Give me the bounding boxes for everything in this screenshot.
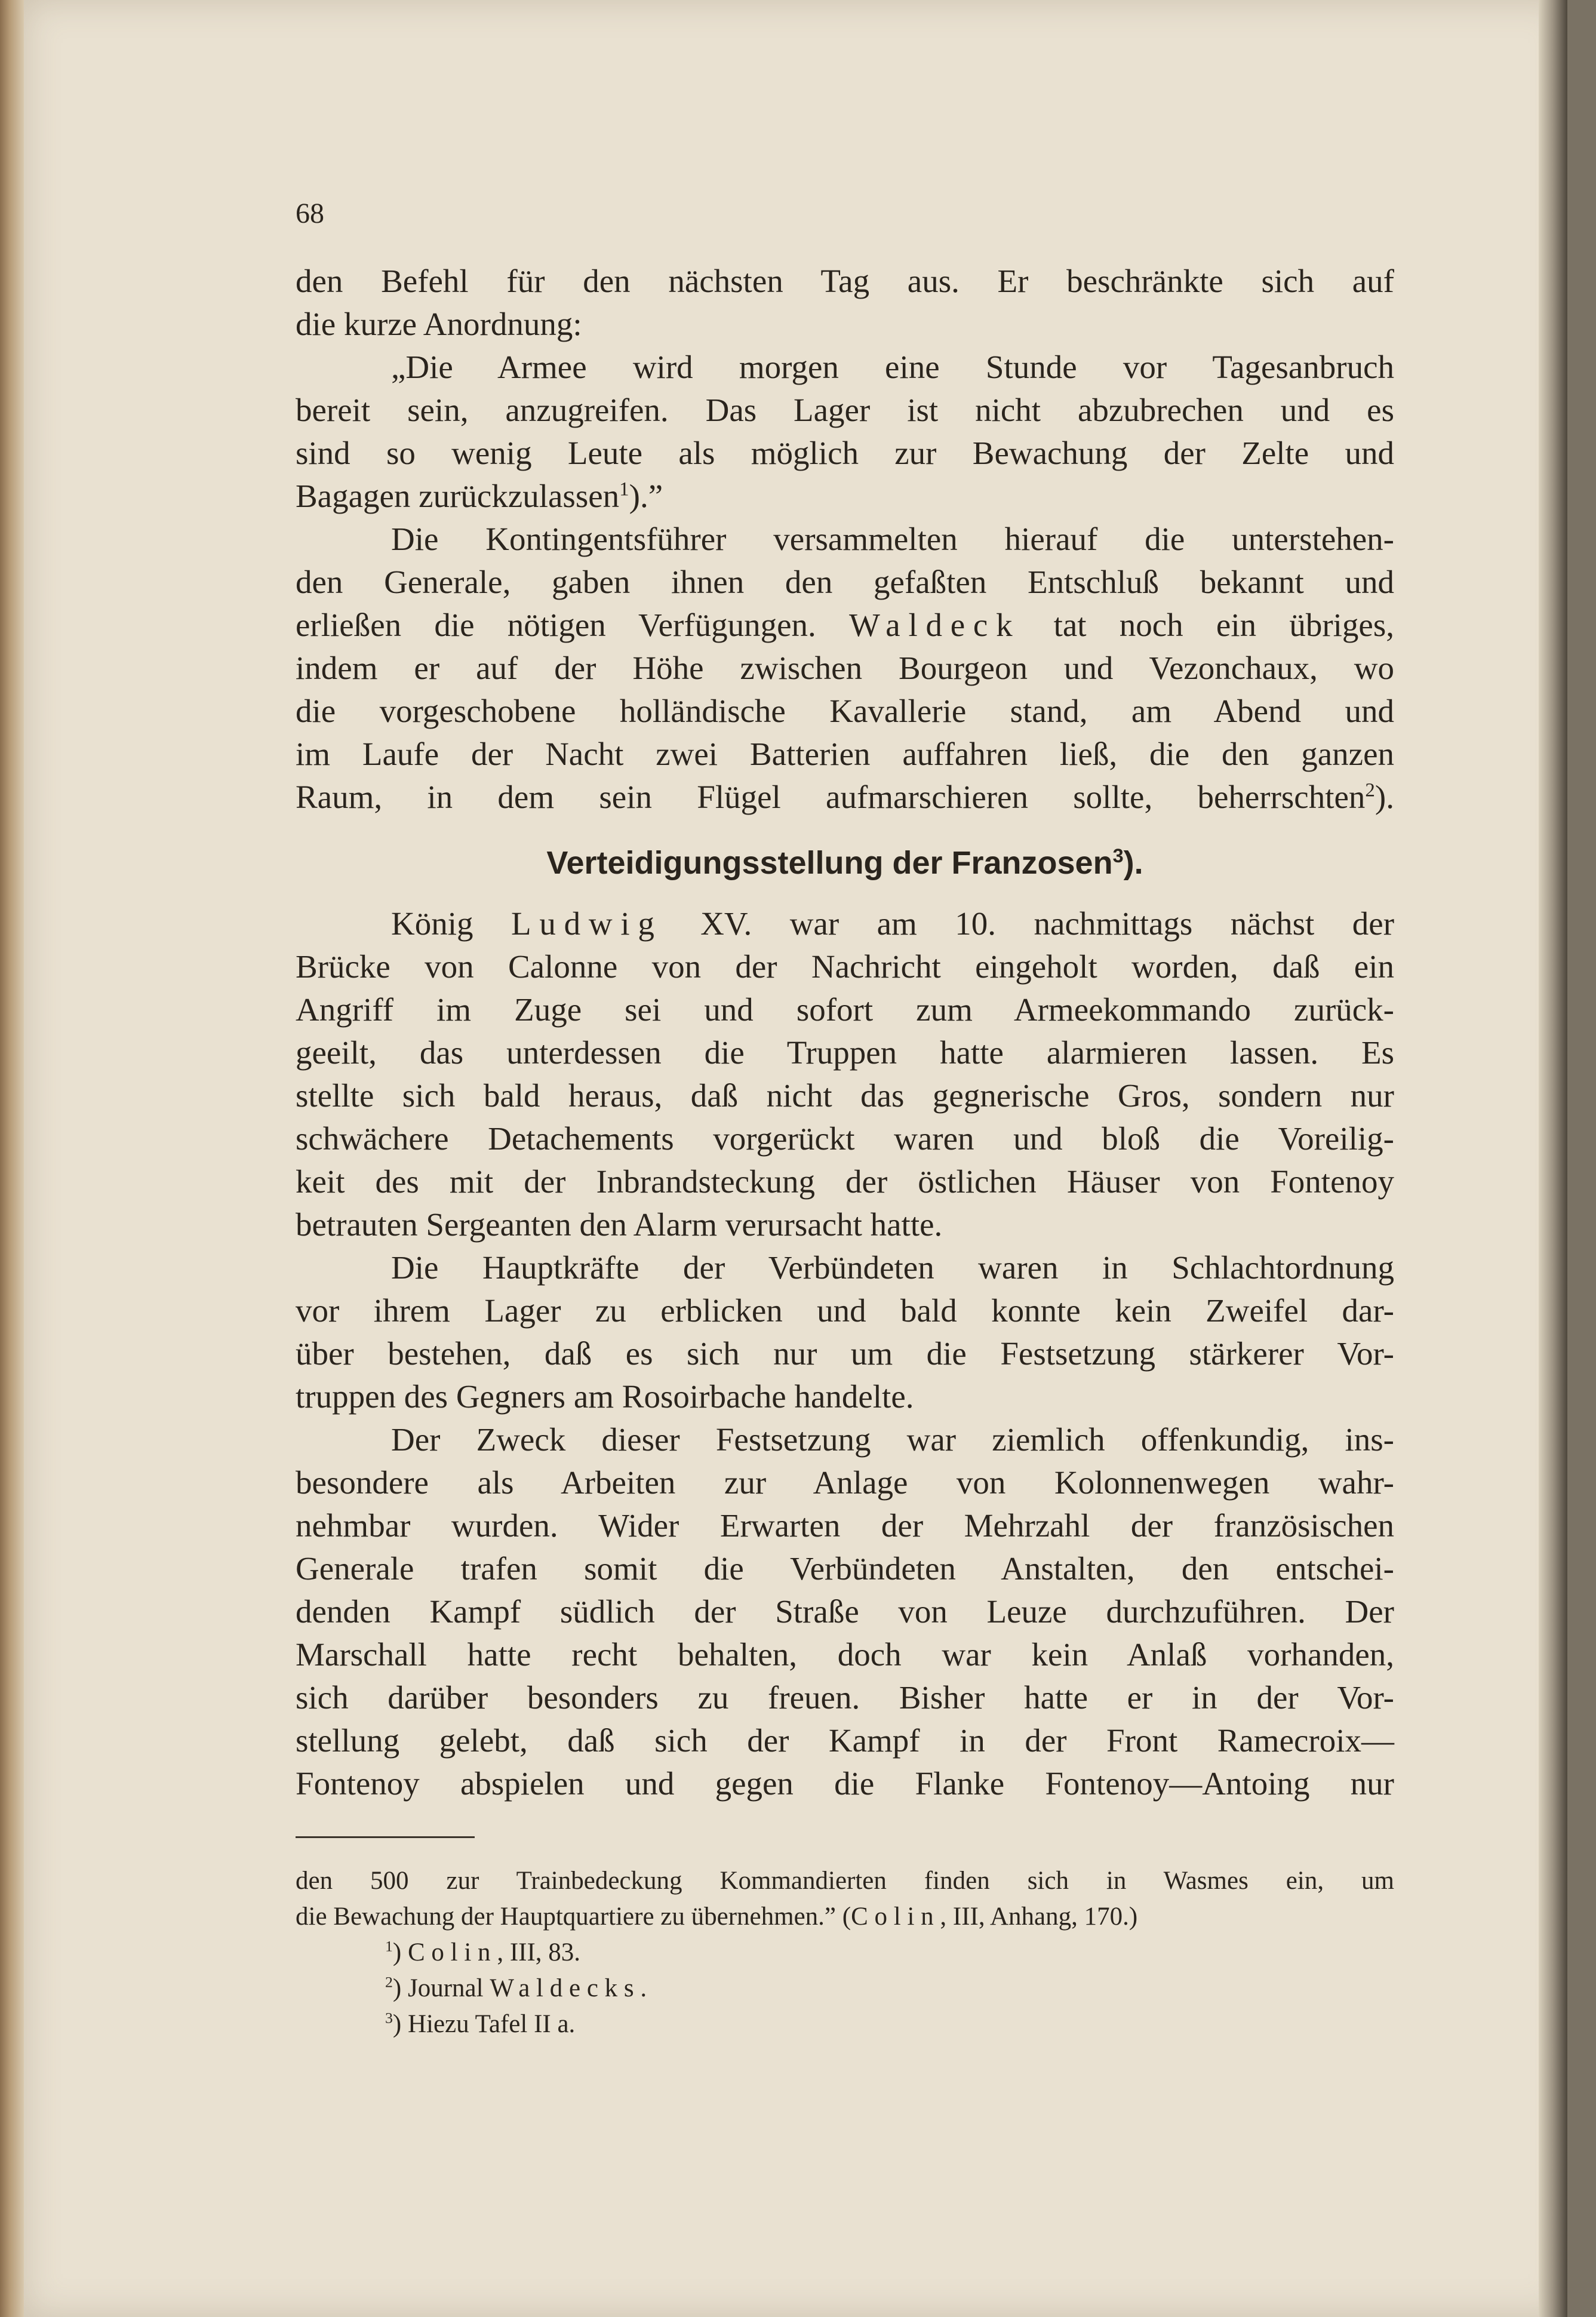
spaced-name: Waldecks <box>490 1974 641 2002</box>
section-heading <box>296 841 1394 884</box>
text-run: König <box>391 905 473 942</box>
paragraph <box>296 1418 1394 1805</box>
footnote-line <box>296 1899 1394 1935</box>
footnote-mark: 1 <box>385 1937 393 1955</box>
text-run: tat noch ein übriges, <box>1053 607 1394 643</box>
footnote-divider <box>296 1836 475 1838</box>
text-line: truppen des Gegners am Rosoirbache handelte. <box>296 1378 914 1415</box>
text-line: „Die Armee wird morgen eine Stunde vor Tagesanbruch <box>391 349 1394 385</box>
paragraph <box>296 260 1394 346</box>
text-line: denden Kampf südlich der Straße von Leuze durchzuführen. Der <box>296 1593 1394 1630</box>
text-line: Der Zweck dieser Festsetzung war ziemlich offenkundig, ins- <box>391 1421 1394 1458</box>
text-line <box>296 776 1394 819</box>
paragraph <box>296 518 1394 819</box>
quote-paragraph <box>296 346 1394 518</box>
spaced-name: Waldeck <box>849 607 1021 643</box>
text-run: ). <box>1374 779 1394 815</box>
text-line: stellte sich bald heraus, daß nicht das gegnerische Gros, sondern nur <box>296 1077 1394 1114</box>
text-run: erließen die nötigen Verfügungen. <box>296 607 816 643</box>
text-line: Fontenoy abspielen und gegen die Flanke Fontenoy—Antoing nur <box>296 1765 1394 1802</box>
text-line: nehmbar wurden. Wider Erwarten der Mehrzahl der französischen <box>296 1507 1394 1544</box>
footnote-3 <box>296 2006 1394 2042</box>
text-line <box>296 604 1394 647</box>
text-line: den Generale, gaben ihnen den gefaßten Entschluß bekannt und <box>296 564 1394 600</box>
text-line: betrauten Sergeanten den Alarm verursacht hatte. <box>296 1206 943 1243</box>
page-edge-shadow <box>1539 0 1567 2317</box>
text-line <box>296 902 1394 945</box>
text-run: ) Journal <box>392 1974 490 2002</box>
text-run: ).” <box>629 478 663 514</box>
text-line: Die Kontingentsführer versammelten hierauf die unterstehen- <box>391 521 1394 557</box>
paragraph <box>296 1246 1394 1418</box>
text-line: sind so wenig Leute als möglich zur Bewachung der Zelte und <box>296 435 1394 471</box>
paragraph <box>296 902 1394 1246</box>
book-spine-edge <box>0 0 24 2317</box>
text-run: die Bewachung der Hauptquartiere zu übernehmen.” ( <box>296 1903 851 1931</box>
text-line: indem er auf der Höhe zwischen Bourgeon und Vezonchaux, wo <box>296 650 1394 686</box>
text-line: vor ihrem Lager zu erblicken und bald konnte kein Zweifel dar- <box>296 1292 1394 1329</box>
text-line: die vorgeschobene holländische Kavallerie stand, am Abend und <box>296 693 1394 729</box>
text-line: geeilt, das unterdessen die Truppen hatte alarmieren lassen. Es <box>296 1034 1394 1071</box>
text-line: Brücke von Calonne von der Nachricht eingeholt worden, daß ein <box>296 948 1394 985</box>
footnote-ref: 3 <box>1112 845 1124 866</box>
text-line: Generale trafen somit die Verbündeten Anstalten, den entschei- <box>296 1550 1394 1587</box>
page-number: 68 <box>296 198 324 229</box>
text-line <box>296 475 1394 518</box>
spaced-name: Colin <box>407 1938 497 1966</box>
footnote-ref: 2 <box>1365 779 1375 801</box>
text-run: ) Hiezu Tafel II a. <box>392 2010 576 2038</box>
spaced-name: Ludwig <box>511 905 663 942</box>
text-run: Bagagen zurückzulassen <box>296 478 620 514</box>
text-line: im Laufe der Nacht zwei Batterien auffahren ließ, die den ganzen <box>296 736 1394 772</box>
text-line: den Befehl für den nächsten Tag aus. Er beschränkte sich auf <box>296 263 1394 299</box>
heading-text: Verteidigungsstellung der Franzosen <box>546 845 1113 881</box>
text-run: . <box>640 1974 647 2002</box>
text-line: keit des mit der Inbrandsteckung der östlichen Häuser von Fontenoy <box>296 1163 1394 1200</box>
heading-tail: ). <box>1123 845 1143 881</box>
footnotes <box>296 1863 1394 2042</box>
footnote-mark: 2 <box>385 1973 393 1991</box>
page-text <box>296 197 1394 2042</box>
text-run: Raum, in dem sein Flügel aufmarschieren sollte, beherrschten <box>296 779 1366 815</box>
footnote-1 <box>296 1935 1394 1971</box>
text-line: bereit sein, anzugreifen. Das Lager ist nicht abzubrechen und es <box>296 392 1394 428</box>
text-line: Angriff im Zuge sei und sofort zum Armeekommando zurück- <box>296 991 1394 1028</box>
footnote-2 <box>296 1971 1394 2006</box>
text-run: , III, Anhang, 170.) <box>940 1903 1138 1931</box>
footnote-line: den 500 zur Trainbedeckung Kommandierten finden sich in Wasmes ein, um <box>296 1867 1394 1895</box>
text-run: , III, 83. <box>497 1938 581 1966</box>
text-line: die kurze Anordnung: <box>296 306 582 342</box>
footnote-mark: 3 <box>385 2009 393 2027</box>
footnote-ref: 1 <box>619 478 629 500</box>
text-line: Marschall hatte recht behalten, doch war kein Anlaß vorhanden, <box>296 1636 1394 1673</box>
text-run: ) <box>392 1938 408 1966</box>
text-line: besondere als Arbeiten zur Anlage von Kolonnenwegen wahr- <box>296 1464 1394 1501</box>
text-run: XV. war am 10. nachmittags nächst der <box>700 905 1395 942</box>
text-line: sich darüber besonders zu freuen. Bisher hatte er in der Vor- <box>296 1679 1394 1716</box>
text-line: schwächere Detachements vorgerückt waren und bloß die Voreilig- <box>296 1120 1394 1157</box>
text-line: stellung gelebt, daß sich der Kampf in der Front Ramecroix— <box>296 1722 1394 1759</box>
text-line: Die Hauptkräfte der Verbündeten waren in Schlachtordnung <box>391 1249 1394 1286</box>
spaced-name: Colin <box>851 1903 940 1931</box>
text-line: über bestehen, daß es sich nur um die Festsetzung stärkerer Vor- <box>296 1335 1394 1372</box>
